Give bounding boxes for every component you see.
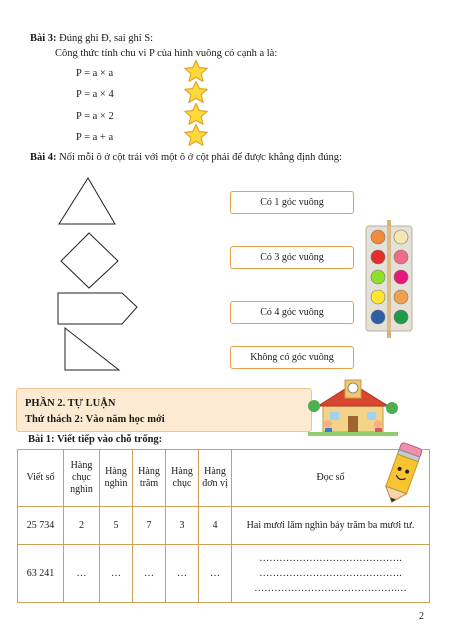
digit-cell[interactable]: … [166,545,199,603]
digit-cell[interactable]: … [199,545,232,603]
digit-cell[interactable]: … [100,545,133,603]
header-cell: Hàng chục nghìn [64,450,100,507]
digit-cell: 7 [133,507,166,545]
digit-cell: 2 [64,507,100,545]
pencil-mascot-icon [378,441,426,507]
option-box-2[interactable]: Có 3 góc vuông [230,246,354,269]
rhombus-icon [55,230,130,290]
right-triangle-icon [55,325,130,375]
header-cell: Hàng đơn vị [199,450,232,507]
table-header-row [18,450,430,507]
school-illustration-icon [308,374,398,436]
option-box-3[interactable]: Có 4 góc vuông [230,301,354,324]
digit-cell: 3 [166,507,199,545]
formula-1: P = a × a [76,68,114,79]
header-cell: Hàng nghìn [100,450,133,507]
header-cell: Hàng trăm [133,450,166,507]
formula-4: P = a + a [76,132,114,143]
triangle-icon [55,175,130,227]
digit-cell[interactable]: … [133,545,166,603]
pentagon-arrow-icon [55,290,145,330]
dotted-line[interactable]: ……………………………………. [259,568,402,579]
paint-palette-icon [362,218,417,340]
bai3-instruction: Đúng ghi Đ, sai ghi S: [59,33,154,44]
bai3-header [30,32,153,45]
challenge-title: Thử thách 2: Vào năm học mới [25,414,165,425]
formula-3: P = a × 2 [76,111,114,122]
reading-cell[interactable] [232,545,430,603]
formula-2: P = a × 4 [76,89,114,100]
bai4-header [30,151,342,164]
page-number: 2 [419,611,424,622]
digit-cell: 4 [199,507,232,545]
table-row [18,545,430,603]
part2-heading: PHẦN 2. TỰ LUẬN [25,398,116,409]
digit-cell: 5 [100,507,133,545]
digit-cell[interactable]: … [64,545,100,603]
header-cell: Viết số [18,450,64,507]
dotted-line[interactable]: ……………………………………. [259,553,402,564]
reading-cell: Hai mươi lăm nghìn bảy trăm ba mươi tư. [232,507,430,545]
number-cell: 25 734 [18,507,64,545]
header-cell: Hàng chục [166,450,199,507]
bai1-title: Bài 1: Viết tiếp vào chỗ trống: [28,434,163,445]
option-box-1[interactable]: Có 1 góc vuông [230,191,354,214]
bai3-title: Bài 3: [30,33,57,44]
bai4-title: Bài 4: [30,152,57,163]
bai4-instruction: Nối mỗi ô ở cột trái với một ô ở cột phải để được khẳng định đúng: [59,152,342,163]
option-box-4[interactable]: Không có góc vuông [230,346,354,369]
star-icon[interactable] [183,123,209,147]
number-table [17,449,430,603]
number-cell: 63 241 [18,545,64,603]
dotted-line[interactable]: …………………………………….… [254,583,407,594]
star-icon[interactable] [183,80,209,104]
table-row [18,507,430,545]
header-cell: Đọc số [232,450,430,507]
bai3-question: Công thức tính chu vi P của hình vuông có cạnh a là: [55,48,278,59]
